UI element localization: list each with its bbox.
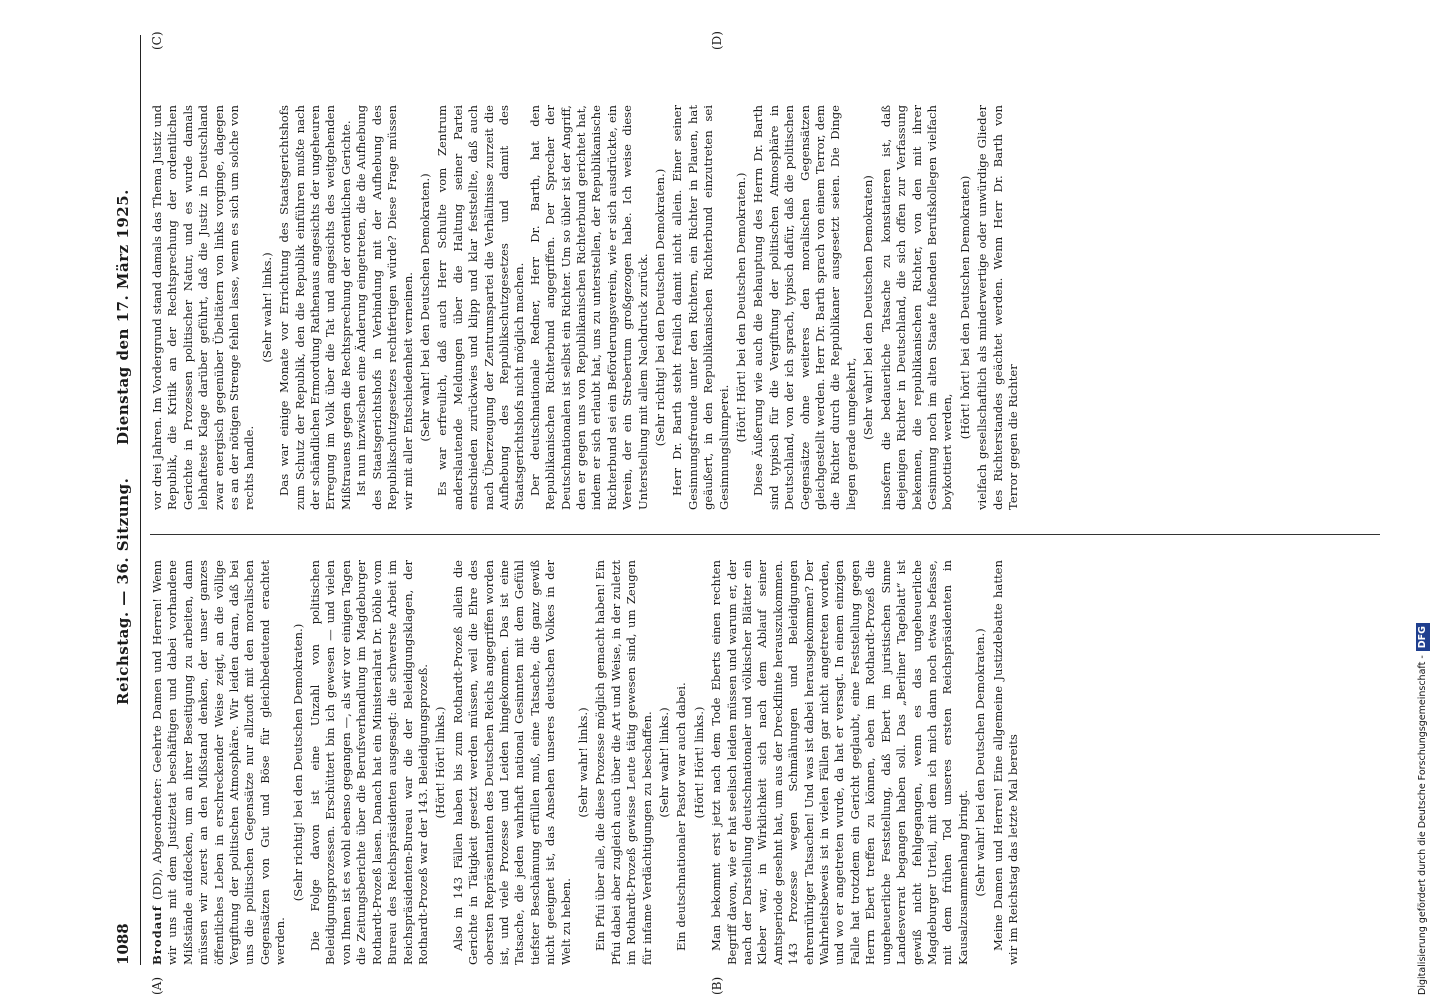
credit-text: Digitalisierung gefördert durch die Deutsche Forschungsgemeinschaft -: [1417, 655, 1428, 995]
speech-paragraph: Ist nun inzwischen eine Änderung eingetreten, die die Aufhebung des Staatsgerichtshofs in Verbindung mit der Aufhebung des Republikschutzgesetzes rechtfertigen würde? Diese Frage müssen wir mit aller Entschiedenheit verneinen.: [354, 105, 415, 510]
speech-paragraph: Das war einige Monate vor Errichtung des Staatsgerichtshofs zum Schutz der Republik, den die Republik einführen mußte nach der schändlichen Ermordung Rathenaus angesichts der ungeheuren Erregung im Volk über die Tat und angesichts des weitgehenden Mißtrauens gegen die Rechtsprechung der ordentlichen Gerichte.: [277, 105, 353, 510]
speech-paragraph: vielfach gesellschaftlich als minderwertige oder unwürdige Glieder des Richterstandes geächtet werden. Wenn Herr Dr. Barth von Terror gegen die Richter: [975, 105, 1020, 510]
speaker-name: Brodauf: [150, 905, 164, 965]
speech-paragraph: Ein Pfui über alle, die diese Prozesse möglich gemacht haben! Ein Pfui dabei aber zugleich auch über die Art und Weise, in der zuletzt im Rothardt-Prozeß gewisse Leute tätig gewesen sind, um Zeugen für infame Verdächtigungen zu beschaffen.: [593, 560, 654, 965]
speech-paragraph: insofern die bedauerliche Tatsache zu konstatieren ist, daß diejenigen Richter in Deutschland, die sich offen zur Verfassung bekennen, die republikanischen Richter, von den mit ihrer Gesinnung noch im alten Staate fußenden Berufskollegen vielfach boykottiert werden,: [878, 105, 955, 510]
running-head-left: Reichstag. — 36. Sitzung.: [114, 477, 132, 705]
reaction: (Sehr wahr! links.): [259, 252, 274, 363]
reaction: (Sehr wahr! bei den Deutschen Demokraten.): [973, 628, 988, 897]
margin-mark-a: (A): [150, 976, 164, 995]
page-number: 1088: [114, 923, 132, 965]
speech-paragraph: Man bekommt erst jetzt nach dem Tode Eberts einen rechten Begriff davon, wie er hat seelisch leiden müssen und warum er, der nach der Darstellung deutschnationaler und völkischer Blätter ein Kleber war, in Wirklichkeit sich nach dem Ablauf seiner Amtsperiode gesehnt hat, um aus der Dreckflinte herauszukommen. 143 Prozesse wegen Schmähungen und Beleidigungen ehrenrühriger Tatsachen! Und was ist dabei herausgekommen? Der Wahrheitsbeweis ist in vielen Fällen gar nicht angetreten worden, und wo er angetreten wurde, da hat er versagt. In einem einzigen Falle hat trotzdem ein Gericht geglaubt, eine Feststellung gegen Herrn Ebert treffen zu können, eben im Rothardt-Prozeß die ungeheuerliche Feststellung, daß Ebert im juristischen Sinne Landesverrat begangen haben soll. Das „Berliner Tageblatt“ ist gewiß nicht fehlgegangen, wenn es das ungeheuerliche Magdeburger Urteil, mit dem ich mich dann noch etwas befasse, mit dem frühen Tod unseres ersten Reichspräsidenten in Kausalzusammenhang bringt.: [709, 560, 970, 965]
margin-mark-c: (C): [150, 31, 164, 50]
reaction: (Sehr richtig! bei den Deutschen Demokraten.): [290, 623, 305, 902]
reaction: (Sehr wahr! links.): [575, 707, 590, 818]
reaction: (Sehr richtig! bei den Deutschen Demokraten.): [653, 168, 667, 447]
speech-paragraph: vor drei Jahren. Im Vordergrund stand damals das Thema Justiz und Republik, die Kritik an der Rechtsprechung der ordentlichen Gerichte in Prozessen politischer Natur, und es wurde damals lebhafteste Klage darüber geführt, daß die Justiz in Deutschland zwar energisch gegenüber Übeltätern von links vorginge, dagegen es an der nötigen Strenge fehlen lasse, wenn es sich um solche von rechts handle.: [150, 105, 257, 510]
reaction: (Sehr wahr! bei den Deutschen Demokraten.): [417, 173, 432, 442]
reaction: (Sehr wahr! links.): [657, 707, 671, 818]
running-header: [110, 35, 140, 965]
speech-paragraph: Der deutschnationale Redner, Herr Dr. Barth, hat den Republikanischen Richterbund angegriffen. Der Sprecher der Deutschnationalen ist selbst ein Richter. Um so übler ist der Angriff, den er gegen uns von Republikanischen Richterbund gerichtet hat, indem er sich erlaubt hat, uns zu unterstellen, der Republikanische Richterbund sei ein Beförderungsverein, wie er sich ausdrückte, ein Verein, der ein Strebertum großgezogen habe. Ich weise diese Unterstellung mit allem Nachdruck zurück.: [527, 105, 650, 510]
running-head-right: Dienstag den 17. März 1925.: [114, 189, 132, 445]
speech-opening: [150, 560, 289, 965]
speech-paragraph: Ein deutschnationaler Pastor war auch dabei.: [674, 682, 689, 951]
left-column: [150, 560, 1390, 965]
speech-paragraph: Die Folge davon ist eine Unzahl von politischen Beleidigungsprozessen. Erschüttert bin ich gewesen — und vielen von Ihnen ist es wohl ebenso gegangen —, als wir vor einigen Tagen die Zeitungsberichte über die Berufsverhandlung im Magdeburger Rothardt-Prozeß lasen. Danach hat ein Ministerialrat Dr. Döhle vom Bureau des Reichspräsidenten ausgesagt: die schwerste Arbeit im Reichspräsidenten-Bureau war die der Beleidigungsklagen, der Rothardt-Prozeß war der 143. Beleidigungsprozeß.: [308, 560, 430, 965]
right-column: [150, 105, 1390, 510]
reaction: (Sehr wahr! bei den Deutschen Demokraten): [861, 175, 876, 440]
reaction: (Hört! Hört! bei den Deutschen Demokraten.): [734, 172, 749, 443]
dfg-logo: DFG: [1416, 623, 1430, 651]
reaction: (Hört! Hört! links.): [433, 706, 448, 819]
speech-paragraph: Also in 143 Fällen haben bis zum Rothardt-Prozeß allein die Gerichte in Tätigkeit gesetzt werden müssen, weil die Ehre des obersten Repräsentanten des Deutschen Reichs angegriffen worden ist, und viele Prozesse und Leiden hingekommen. Das ist eine Tatsache, die jeden wahrhaft national Gesinnten mit dem Gefühl tiefster Beschämung erfüllen muß, eine Tatsache, die ganz gewiß nicht geeignet ist, das Ansehen unseres deutschen Volkes in der Welt zu heben.: [450, 560, 573, 965]
reaction: (Hört! Hört! links.): [691, 706, 706, 819]
speech-paragraph: Diese Äußerung wie auch die Behauptung des Herrn Dr. Barth sind typisch für die Vergiftung der politischen Atmosphäre in Deutschland, von der ich sprach, typisch dafür, daß die politischen Gegensätze ohne weiteres den moralischen Gegensätzen gleichgestellt werden. Herr Dr. Barth sprach von einem Terror, dem die Richter durch die Republikaner ausgesetzt seien. Die Dinge liegen gerade umgekehrt,: [751, 105, 858, 510]
reaction: (Hört! hört! bei den Deutschen Demokraten): [957, 175, 972, 440]
speech-paragraph: Es war erfreulich, daß auch Herr Schulte vom Zentrum anderslautende Meldungen über die Haltung seiner Partei entschieden zurückwies und klipp und klar feststellte, daß auch nach Überzeugung der Zentrumspartei die Verhältnisse zurzeit die Aufhebung des Republikschutzgesetzes und damit des Staatsgerichtshofs nicht möglich machen.: [435, 105, 527, 510]
column-rule: [150, 534, 1380, 535]
speech-paragraph: Meine Damen und Herren! Eine allgemeine Justizdebatte hatten wir im Reichstag das letzte Mal bereits: [990, 560, 1020, 965]
rotated-page-content: [110, 31, 1410, 995]
speech-paragraph: (DD), Abgeordneter: Geehrte Damen und Herren! Wenn wir uns mit dem Justizetat beschäftigen und dabei vorhandene Mißstände aufdecken, um an ihrer Beseitigung zu arbeiten, dann müssen wir zuerst an den Mißstand denken, der unser ganzes öffentliches Leben in erschreckender Weise zeigt, an die völlige Vergiftung der politischen Atmosphäre. Wir leiden daran, daß bei uns die politischen Gegensätze nur allzuoft mit den moralischen Gegensätzen von Gut und Böse für gleichbedeutend erachtet werden.: [150, 560, 288, 965]
margin-mark-d: (D): [710, 31, 724, 50]
speech-paragraph: Herr Dr. Barth steht freilich damit nicht allein. Einer seiner Gesinnungsfreunde unter den Richtern, ein Richter in Plauen, hat geäußert, in den Republikanischen Richterbund einzutreten sei Gesinnungslumperei.: [670, 105, 731, 510]
header-rule: [140, 35, 141, 965]
digitization-credit: [1416, 5, 1430, 995]
margin-mark-b: (B): [710, 976, 724, 995]
